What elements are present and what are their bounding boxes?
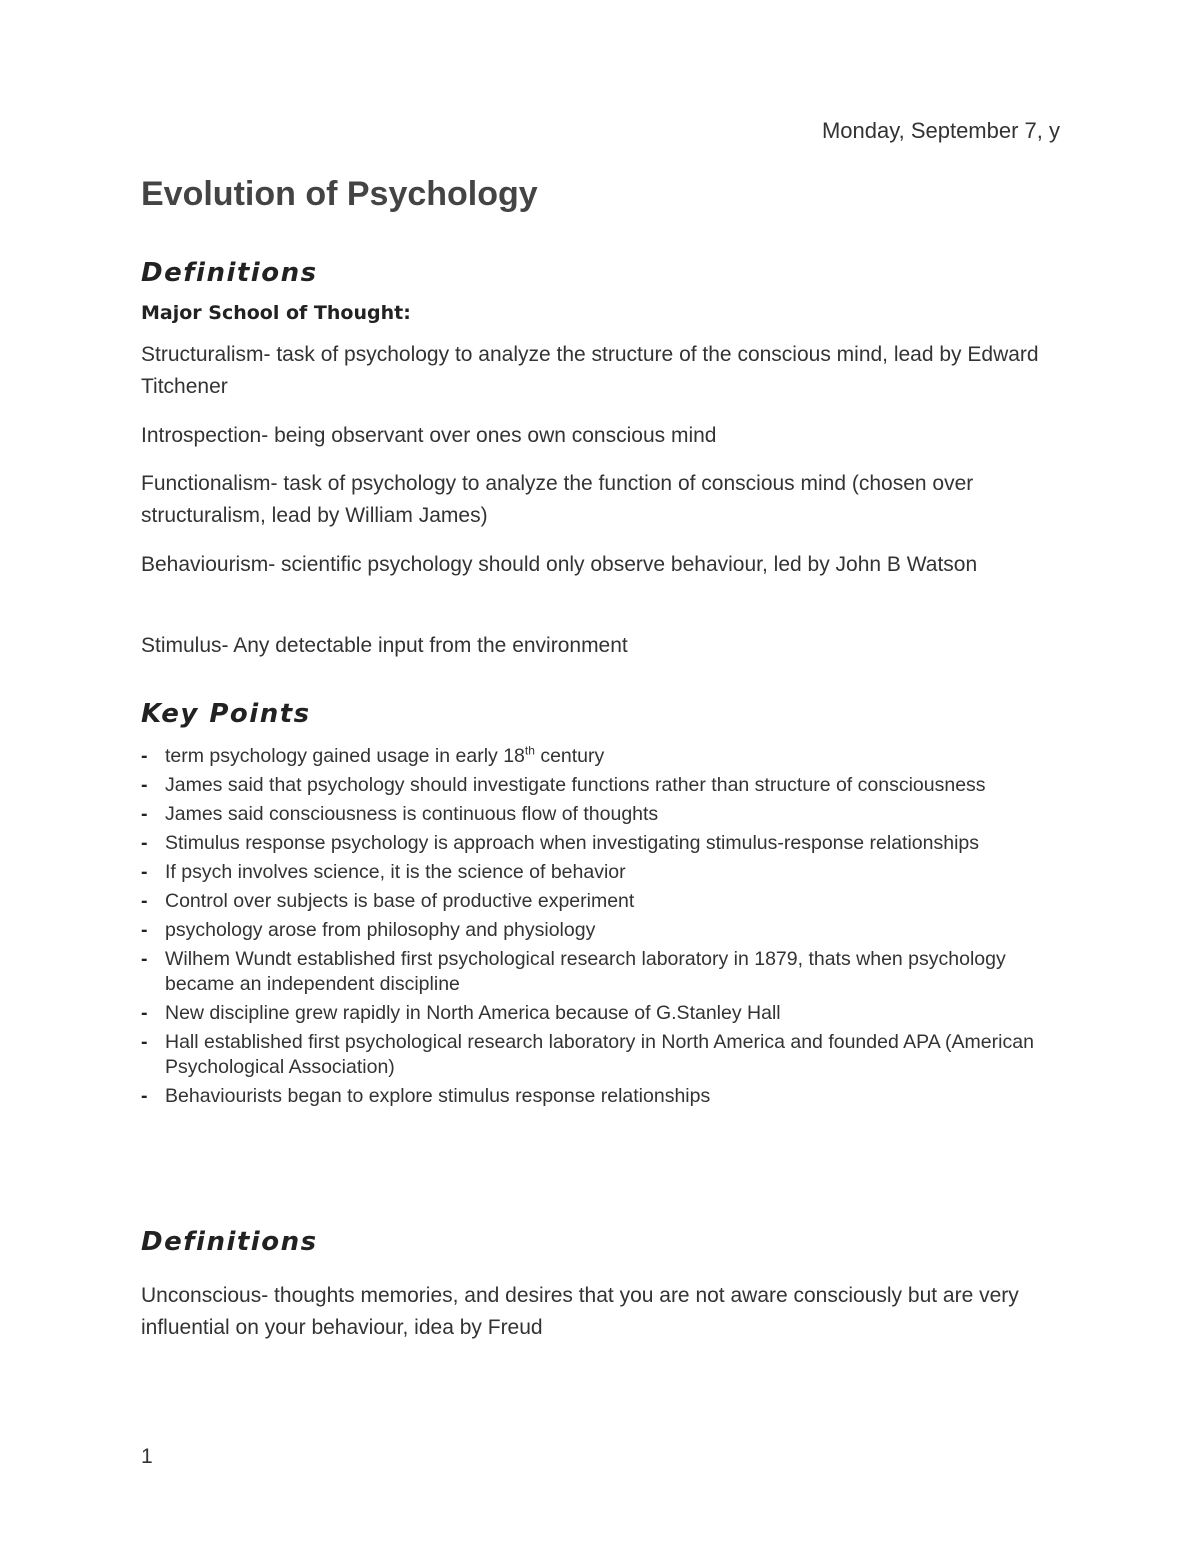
definition-functionalism: Functionalism- task of psychology to analyze the function of conscious mind (chosen over structuralism, lead by William James) [141, 472, 974, 527]
list-item: - Behaviourists began to explore stimulus response relationships [141, 1085, 711, 1107]
definition-structuralism: Structuralism- task of psychology to analyze the structure of the conscious mind, lead by Edward Titchener [141, 343, 1039, 398]
bullet-dash: - [141, 774, 148, 796]
bullet-dash: - [141, 890, 148, 912]
bullet-dash: - [141, 948, 148, 970]
list-item: - James said consciousness is continuous flow of thoughts [141, 803, 659, 825]
section-heading-definitions-2: Definitions [141, 1227, 318, 1257]
section-heading-definitions: Definitions [141, 258, 318, 288]
definition-stimulus: Stimulus- Any detectable input from the environment [141, 634, 628, 657]
bullet-dash: - [141, 861, 148, 883]
definition-unconscious: Unconscious- thoughts memories, and desires that you are not aware consciously but are very influential on your behaviour, idea by Freud [141, 1284, 1019, 1339]
list-item: - Stimulus response psychology is approach when investigating stimulus-response relationships [141, 832, 980, 854]
list-item: - term psychology gained usage in early 18th century [141, 743, 605, 767]
subheading-major-school: Major School of Thought: [141, 302, 411, 324]
list-item: - Hall established first psychological research laboratory in North America and founded APA (American Psychological Association) [141, 1031, 1034, 1078]
bullet-dash: - [141, 1085, 148, 1107]
bullet-dash: - [141, 1002, 148, 1024]
page-number: 1 [141, 1445, 153, 1468]
list-item: - psychology arose from philosophy and physiology [141, 919, 596, 941]
list-item: - New discipline grew rapidly in North America because of G.Stanley Hall [141, 1002, 781, 1024]
list-item: - Wilhem Wundt established first psychological research laboratory in 1879, thats when psychology became an independent discipline [141, 948, 1006, 995]
list-item: - James said that psychology should investigate functions rather than structure of consciousness [141, 774, 986, 796]
definition-behaviourism: Behaviourism- scientific psychology should only observe behaviour, led by John B Watson [141, 553, 978, 576]
bullet-dash: - [141, 832, 148, 854]
section-heading-key-points: Key Points [141, 699, 311, 729]
definition-introspection: Introspection- being observant over ones own conscious mind [141, 424, 717, 447]
bullet-dash: - [141, 1031, 148, 1053]
page-title: Evolution of Psychology [141, 175, 538, 213]
list-item: - If psych involves science, it is the science of behavior [141, 861, 626, 883]
bullet-dash: - [141, 919, 148, 941]
bullet-dash: - [141, 745, 148, 767]
bullet-dash: - [141, 803, 148, 825]
list-item: - Control over subjects is base of productive experiment [141, 890, 635, 912]
key-points-list [141, 744, 1041, 1113]
date-header: Monday, September 7, y [821, 118, 1060, 143]
